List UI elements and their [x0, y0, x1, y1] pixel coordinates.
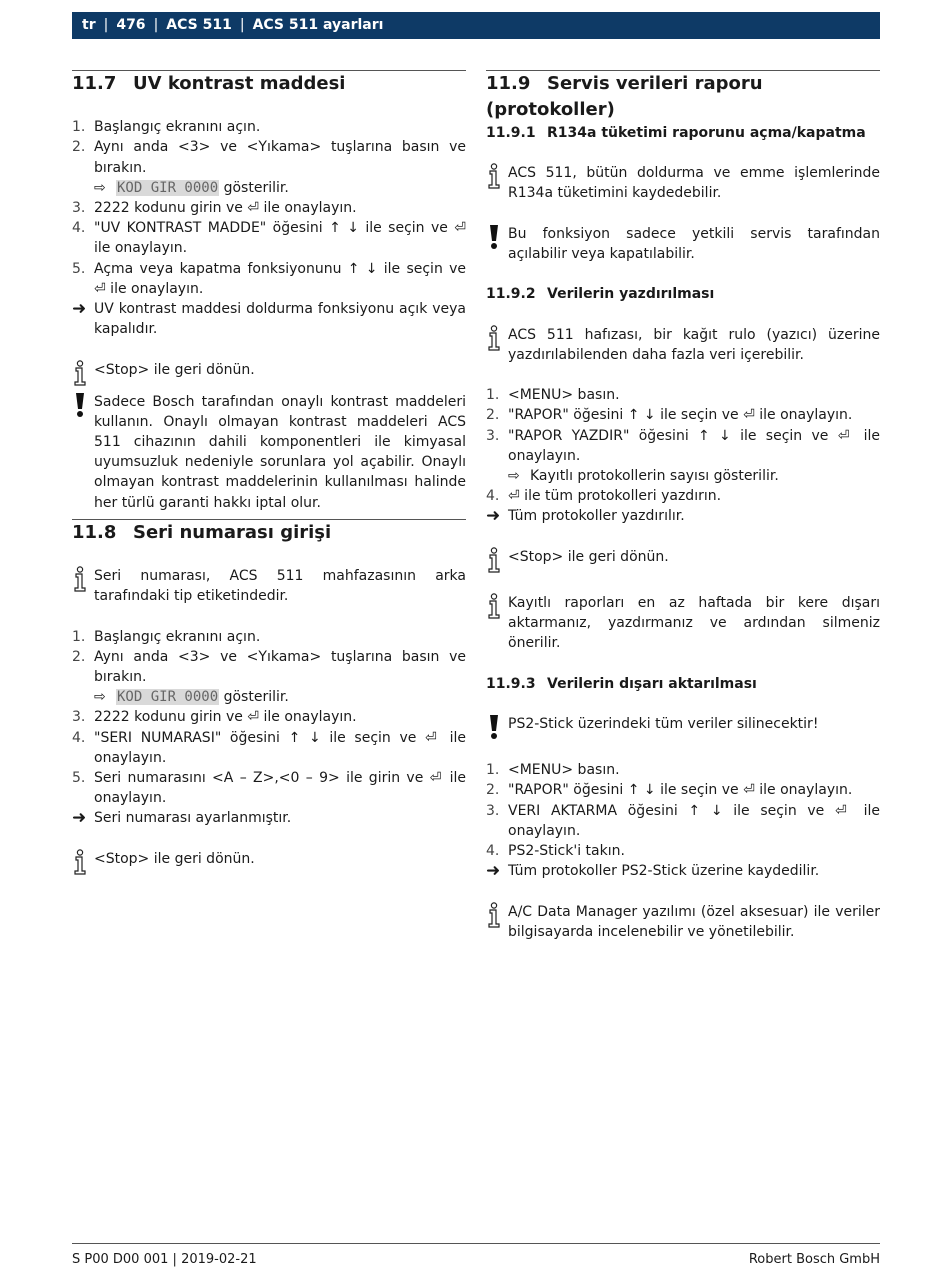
- info-icon: [486, 163, 508, 203]
- info-icon: [486, 593, 508, 654]
- info-icon: [486, 325, 508, 365]
- page-header: [72, 12, 880, 39]
- list-item: 1. <MENU> basın.: [486, 762, 620, 779]
- info-note: <Stop> ile geri dönün.: [72, 849, 466, 875]
- list-item: 3. "RAPOR YAZDIR" öğesini ↑ ↓ ile seçin ve ⏎ ile onaylayın.: [486, 427, 880, 464]
- lcd-text: KOD GIR 0000: [117, 689, 219, 706]
- footer-doc-info: [72, 1250, 257, 1270]
- hollow-arrow-icon: ⇨: [94, 689, 106, 706]
- list-item: 2. "RAPOR" öğesini ↑ ↓ ile seçin ve ⏎ ile onaylayın.: [486, 407, 853, 424]
- warning-note: Bu fonksiyon sadece yetkili servis tarafından açılabilir veya kapatılabilir.: [486, 224, 880, 264]
- header-product: ACS 511: [166, 17, 232, 34]
- list-item: 1. Başlangıç ekranını açın.: [72, 628, 261, 645]
- hollow-arrow-icon: ⇨: [508, 467, 520, 484]
- result-arrow-icon: ➜: [72, 808, 87, 829]
- header-lang: tr: [82, 17, 96, 34]
- sub-result: ⇨ KOD GIR 0000 gösterilir.: [72, 687, 466, 707]
- list-item: 4. ⏎ ile tüm protokolleri yazdırın.: [486, 488, 722, 505]
- info-note: <Stop> ile geri dönün.: [486, 547, 880, 573]
- footer-date: 2019-02-21: [181, 1252, 257, 1267]
- info-note: Kayıtlı raporları en az haftada bir kere dışarı aktarmanız, yazdırmanız ve ardından silmeniz önerilir.: [486, 593, 880, 654]
- hollow-arrow-icon: ⇨: [94, 179, 106, 196]
- header-separator: |: [103, 17, 109, 34]
- section-heading-11-9: 11.9 Servis verileri raporu (protokoller): [486, 73, 763, 120]
- exclamation-icon: [72, 392, 94, 513]
- result-arrow-icon: ➜: [486, 506, 501, 527]
- result-item: ➜ Seri numarası ayarlanmıştır.: [72, 808, 292, 829]
- info-note: ACS 511 hafızası, bir kağıt rulo (yazıcı) üzerine yazdırılabilenden daha fazla veri içerebilir.: [486, 325, 880, 365]
- list-item: 3. VERI AKTARMA öğesini ↑ ↓ ile seçin ve ⏎ ile onaylayın.: [486, 802, 880, 839]
- info-note: A/C Data Manager yazılımı (özel aksesuar) ile veriler bilgisayarda incelenebilir ve yönetilebilir.: [486, 902, 880, 942]
- list-item: 2. Aynı anda <3> ve <Yıkama> tuşlarına basın ve bırakın.: [72, 648, 466, 686]
- info-icon: [486, 547, 508, 573]
- header-page-number: 476: [116, 17, 146, 34]
- info-icon: [486, 902, 508, 942]
- header-section: ACS 511 ayarları: [252, 17, 384, 34]
- info-note: ACS 511, bütün doldurma ve emme işlemlerinde R134a tüketimini kaydedebilir.: [486, 163, 880, 203]
- right-column: [486, 70, 880, 942]
- section-heading-11-7: 11.7 UV kontrast maddesi: [72, 73, 346, 94]
- list-item: 5. Seri numarasını <A – Z>,<0 – 9> ile girin ve ⏎ ile onaylayın.: [72, 770, 466, 807]
- header-separator: |: [239, 17, 245, 34]
- info-icon: [72, 849, 94, 875]
- list-item: 1. Başlangıç ekranını açın.: [72, 119, 261, 136]
- exclamation-icon: [486, 224, 508, 264]
- result-item: ➜ Tüm protokoller PS2-Stick üzerine kaydedilir.: [486, 861, 820, 882]
- sub-result: ⇨ KOD GIR 0000 gösterilir.: [72, 178, 466, 198]
- warning-note: Sadece Bosch tarafından onaylı kontrast maddeleri kullanın. Onaylı olmayan kontrast maddeleri ACS 511 cihazının dahili komponentleri ile kimyasal uyumsuzluk nedeniyle sorunlara yol açabilir. Onaylı olmayan kontrast maddelerinin kullanılması halinde her türlü garanti hakkı iptal olur.: [72, 392, 466, 513]
- footer-company: Robert Bosch GmbH: [748, 1252, 880, 1267]
- info-note: <Stop> ile geri dönün.: [72, 360, 466, 386]
- subsection-heading-11-9-2: 11.9.2 Verilerin yazdırılması: [486, 286, 715, 303]
- list-item: 4. "SERI NUMARASI" öğesini ↑ ↓ ile seçin ve ⏎ ile onaylayın.: [72, 729, 466, 766]
- footer-doc-number: S P00 D00 001: [72, 1252, 169, 1267]
- footer-separator: |: [172, 1252, 182, 1267]
- footer-rule: [72, 1243, 880, 1244]
- exclamation-icon: [486, 714, 508, 740]
- info-icon: [72, 360, 94, 386]
- list-item: 3. 2222 kodunu girin ve ⏎ ile onaylayın.: [72, 200, 357, 216]
- list-item: 4. PS2-Stick'i takın.: [486, 842, 625, 859]
- list-item: 2. "RAPOR" öğesini ↑ ↓ ile seçin ve ⏎ ile onaylayın.: [486, 782, 853, 799]
- section-heading-11-8: 11.8 Seri numarası girişi: [72, 521, 332, 543]
- subsection-heading-11-9-3: 11.9.3 Verilerin dışarı aktarılması: [486, 675, 757, 692]
- result-item: ➜ UV kontrast maddesi doldurma fonksiyonu açık veya kapalıdır.: [72, 299, 466, 339]
- list-item: 3. 2222 kodunu girin ve ⏎ ile onaylayın.: [72, 709, 357, 726]
- lcd-text: KOD GIR 0000: [117, 179, 219, 196]
- result-arrow-icon: ➜: [72, 299, 87, 320]
- result-item: ➜ Tüm protokoller yazdırılır.: [486, 506, 685, 527]
- list-item: 4. "UV KONTRAST MADDE" öğesini ↑ ↓ ile seçin ve ⏎ ile onaylayın.: [72, 220, 466, 257]
- header-separator: |: [153, 17, 159, 34]
- list-item: 1. <MENU> basın.: [486, 387, 620, 404]
- warning-note: PS2-Stick üzerindeki tüm veriler silinecektir!: [486, 714, 880, 740]
- sub-result: ⇨ Kayıtlı protokollerin sayısı gösterilir.: [486, 466, 880, 486]
- info-icon: [72, 566, 94, 606]
- left-column: [72, 70, 466, 875]
- list-item: 5. Açma veya kapatma fonksiyonunu ↑ ↓ ile seçin ve ⏎ ile onaylayın.: [72, 260, 466, 297]
- list-item: 2. Aynı anda <3> ve <Yıkama> tuşlarına basın ve bırakın.: [72, 139, 466, 176]
- result-arrow-icon: ➜: [486, 861, 501, 882]
- info-note: Seri numarası, ACS 511 mahfazasının arka tarafındaki tip etiketindedir.: [72, 566, 466, 606]
- subsection-heading-11-9-1: 11.9.1 R134a tüketimi raporunu açma/kapatma: [486, 125, 866, 141]
